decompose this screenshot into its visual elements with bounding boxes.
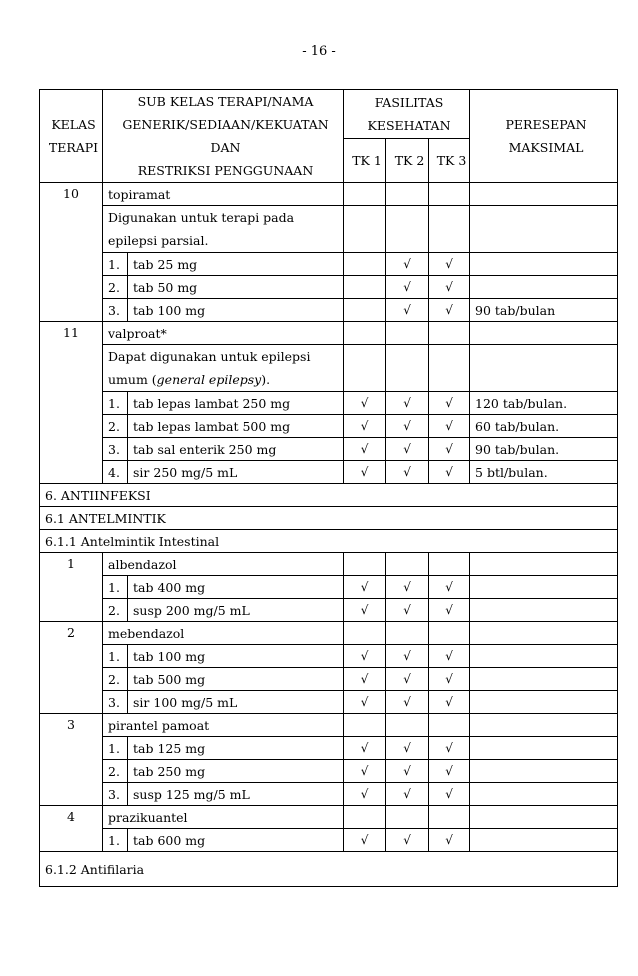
empty-cell: [470, 206, 618, 253]
tk3-check: √: [429, 392, 470, 415]
empty-cell: [344, 322, 386, 345]
dosage-form: tab 250 mg: [128, 760, 344, 783]
item-number: 2.: [103, 415, 128, 438]
max-prescription: [470, 668, 618, 691]
tk3-check: √: [429, 737, 470, 760]
item-number: 3.: [103, 691, 128, 714]
header-tk1: TK 1: [344, 139, 386, 183]
empty-cell: [344, 622, 386, 645]
section-antiinfeksi: 6. ANTIINFEKSI: [40, 484, 618, 507]
empty-cell: [344, 553, 386, 576]
empty-cell: [470, 622, 618, 645]
max-prescription: [470, 253, 618, 276]
tk1-check: √: [344, 783, 386, 806]
tk2-check: √: [386, 415, 429, 438]
dosage-row: [40, 599, 618, 622]
tk2-check: √: [386, 829, 429, 852]
section-row: [40, 530, 618, 553]
tk3-check: √: [429, 668, 470, 691]
tk2-check: √: [386, 599, 429, 622]
tk3-check: √: [429, 760, 470, 783]
kelas-number: 3: [40, 714, 103, 806]
note-text: Dapat digunakan untuk epilepsi umum (: [108, 349, 311, 387]
dosage-row: [40, 299, 618, 322]
max-prescription: 5 btl/bulan.: [470, 461, 618, 484]
empty-cell: [470, 322, 618, 345]
item-number: 2.: [103, 276, 128, 299]
drug-name-row: [40, 806, 618, 829]
max-prescription: [470, 599, 618, 622]
dosage-row: [40, 253, 618, 276]
dosage-row: [40, 829, 618, 852]
max-prescription: [470, 645, 618, 668]
empty-cell: [470, 553, 618, 576]
empty-cell: [386, 553, 429, 576]
tk2-check: √: [386, 299, 429, 322]
empty-cell: [344, 183, 386, 206]
empty-cell: [470, 183, 618, 206]
header-fasilitas: FASILITAS KESEHATAN: [344, 90, 470, 139]
table-body: [40, 183, 618, 887]
empty-cell: [429, 183, 470, 206]
tk2-check: √: [386, 276, 429, 299]
tk2-check: √: [386, 576, 429, 599]
tk1-check: √: [344, 576, 386, 599]
tk2-check: √: [386, 691, 429, 714]
tk2-check: √: [386, 461, 429, 484]
tk3-check: √: [429, 253, 470, 276]
header-sub-kelas: SUB KELAS TERAPI/NAMA GENERIK/SEDIAAN/KEKUATAN DAN RESTRIKSI PENGGUNAAN: [103, 90, 344, 183]
note-emphasis: general epilepsy: [156, 372, 262, 387]
kelas-number: 1: [40, 553, 103, 622]
max-prescription: 60 tab/bulan.: [470, 415, 618, 438]
section-antifilaria: 6.1.2 Antifilaria: [40, 852, 618, 887]
max-prescription: [470, 691, 618, 714]
tk3-check: √: [429, 829, 470, 852]
dosage-row: [40, 668, 618, 691]
dosage-form: tab lepas lambat 500 mg: [128, 415, 344, 438]
dosage-row: [40, 783, 618, 806]
tk3-check: √: [429, 783, 470, 806]
drug-name-row: [40, 622, 618, 645]
item-number: 3.: [103, 438, 128, 461]
empty-cell: [386, 345, 429, 392]
table-header-row: [40, 90, 618, 139]
dosage-row: [40, 737, 618, 760]
tk1-check: √: [344, 438, 386, 461]
dosage-row: [40, 645, 618, 668]
tk1-check: √: [344, 691, 386, 714]
tk3-check: √: [429, 415, 470, 438]
item-number: 1.: [103, 253, 128, 276]
section-row: [40, 852, 618, 887]
tk1-check: √: [344, 599, 386, 622]
drug-name: prazikuantel: [103, 806, 344, 829]
empty-cell: [386, 206, 429, 253]
drug-name: pirantel pamoat: [103, 714, 344, 737]
empty-cell: [344, 345, 386, 392]
tk1-check: [344, 276, 386, 299]
dosage-row: [40, 415, 618, 438]
tk3-check: √: [429, 276, 470, 299]
empty-cell: [386, 322, 429, 345]
tk2-check: √: [386, 737, 429, 760]
tk3-check: √: [429, 576, 470, 599]
max-prescription: [470, 576, 618, 599]
max-prescription: 90 tab/bulan: [470, 299, 618, 322]
max-prescription: [470, 829, 618, 852]
empty-cell: [470, 345, 618, 392]
drug-name-row: [40, 183, 618, 206]
restriction-note: [103, 345, 344, 392]
empty-cell: [470, 806, 618, 829]
dosage-row: [40, 276, 618, 299]
formulary-table: [39, 89, 618, 887]
drug-name: valproat*: [103, 322, 344, 345]
dosage-form: tab 500 mg: [128, 668, 344, 691]
tk1-check: √: [344, 737, 386, 760]
empty-cell: [429, 806, 470, 829]
tk2-check: √: [386, 392, 429, 415]
header-peresepan: PERESEPAN MAKSIMAL: [470, 90, 618, 183]
section-antelmintik: 6.1 ANTELMINTIK: [40, 507, 618, 530]
tk3-check: √: [429, 438, 470, 461]
item-number: 4.: [103, 461, 128, 484]
note-text-end: ).: [261, 372, 271, 387]
restriction-note: Digunakan untuk terapi pada epilepsi parsial.: [103, 206, 344, 253]
tk2-check: √: [386, 438, 429, 461]
dosage-form: tab 400 mg: [128, 576, 344, 599]
empty-cell: [386, 622, 429, 645]
tk1-check: [344, 299, 386, 322]
item-number: 1.: [103, 576, 128, 599]
max-prescription: 120 tab/bulan.: [470, 392, 618, 415]
empty-cell: [386, 714, 429, 737]
dosage-form: tab 600 mg: [128, 829, 344, 852]
item-number: 3.: [103, 299, 128, 322]
restriction-note-row: [40, 345, 618, 392]
section-row: [40, 484, 618, 507]
kelas-number: 2: [40, 622, 103, 714]
empty-cell: [386, 806, 429, 829]
empty-cell: [470, 714, 618, 737]
tk1-check: √: [344, 461, 386, 484]
tk1-check: [344, 253, 386, 276]
item-number: 2.: [103, 599, 128, 622]
kelas-number: 4: [40, 806, 103, 852]
dosage-form: tab 125 mg: [128, 737, 344, 760]
empty-cell: [344, 714, 386, 737]
dosage-form: sir 100 mg/5 mL: [128, 691, 344, 714]
dosage-row: [40, 691, 618, 714]
dosage-form: tab 50 mg: [128, 276, 344, 299]
tk2-check: √: [386, 668, 429, 691]
drug-name-row: [40, 322, 618, 345]
drug-name: topiramat: [103, 183, 344, 206]
empty-cell: [344, 806, 386, 829]
tk1-check: √: [344, 415, 386, 438]
max-prescription: [470, 276, 618, 299]
tk1-check: √: [344, 392, 386, 415]
page-number: - 16 -: [302, 44, 336, 59]
dosage-form: sir 250 mg/5 mL: [128, 461, 344, 484]
item-number: 1.: [103, 829, 128, 852]
dosage-row: [40, 438, 618, 461]
drug-name-row: [40, 553, 618, 576]
kelas-number: 10: [40, 183, 103, 322]
item-number: 1.: [103, 737, 128, 760]
tk2-check: √: [386, 253, 429, 276]
tk1-check: √: [344, 668, 386, 691]
tk1-check: √: [344, 829, 386, 852]
header-tk2: TK 2: [386, 139, 429, 183]
empty-cell: [429, 714, 470, 737]
dosage-row: [40, 576, 618, 599]
max-prescription: [470, 737, 618, 760]
dosage-row: [40, 461, 618, 484]
drug-name: albendazol: [103, 553, 344, 576]
tk3-check: √: [429, 299, 470, 322]
dosage-row: [40, 392, 618, 415]
item-number: 3.: [103, 783, 128, 806]
tk2-check: √: [386, 645, 429, 668]
empty-cell: [344, 206, 386, 253]
empty-cell: [429, 345, 470, 392]
max-prescription: [470, 783, 618, 806]
dosage-form: tab sal enterik 250 mg: [128, 438, 344, 461]
item-number: 2.: [103, 668, 128, 691]
item-number: 2.: [103, 760, 128, 783]
dosage-form: tab lepas lambat 250 mg: [128, 392, 344, 415]
empty-cell: [429, 322, 470, 345]
tk2-check: √: [386, 783, 429, 806]
dosage-form: tab 100 mg: [128, 299, 344, 322]
dosage-form: susp 125 mg/5 mL: [128, 783, 344, 806]
drug-name-row: [40, 714, 618, 737]
tk3-check: √: [429, 599, 470, 622]
tk3-check: √: [429, 461, 470, 484]
section-row: [40, 507, 618, 530]
drug-name: mebendazol: [103, 622, 344, 645]
dosage-form: tab 25 mg: [128, 253, 344, 276]
header-kelas-terapi: KELAS TERAPI: [40, 90, 103, 183]
tk3-check: √: [429, 691, 470, 714]
empty-cell: [429, 622, 470, 645]
restriction-note-row: [40, 206, 618, 253]
dosage-form: tab 100 mg: [128, 645, 344, 668]
dosage-form: susp 200 mg/5 mL: [128, 599, 344, 622]
tk1-check: √: [344, 645, 386, 668]
tk2-check: √: [386, 760, 429, 783]
header-tk3: TK 3: [429, 139, 470, 183]
tk3-check: √: [429, 645, 470, 668]
empty-cell: [429, 553, 470, 576]
empty-cell: [386, 183, 429, 206]
empty-cell: [429, 206, 470, 253]
section-antelmintik-intestinal: 6.1.1 Antelmintik Intestinal: [40, 530, 618, 553]
tk1-check: √: [344, 760, 386, 783]
kelas-number: 11: [40, 322, 103, 484]
max-prescription: 90 tab/bulan.: [470, 438, 618, 461]
item-number: 1.: [103, 392, 128, 415]
dosage-row: [40, 760, 618, 783]
item-number: 1.: [103, 645, 128, 668]
max-prescription: [470, 760, 618, 783]
